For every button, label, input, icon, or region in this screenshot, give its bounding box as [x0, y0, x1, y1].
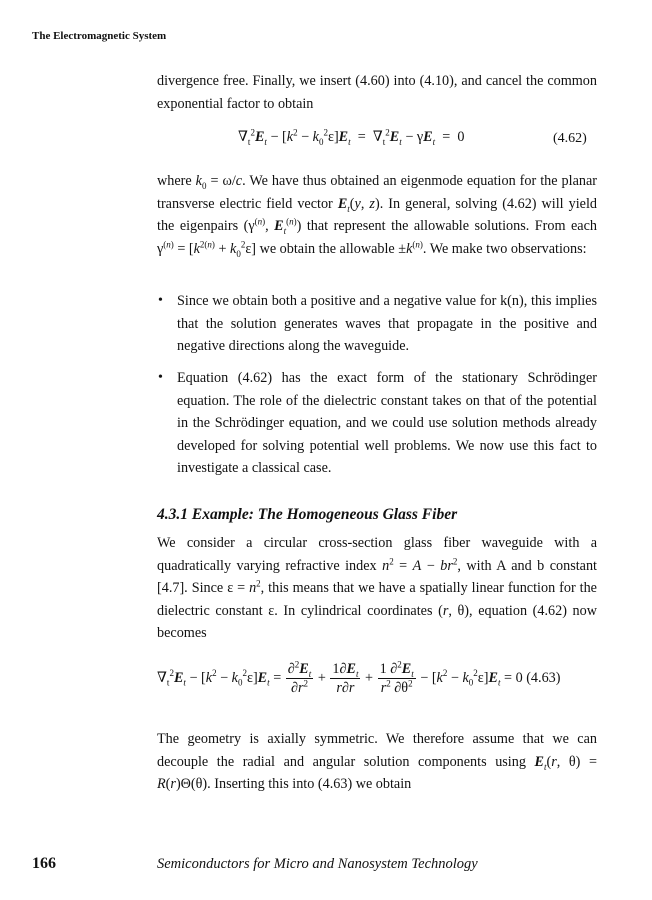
equation-number-4-63: 0 (4.63) [515, 669, 561, 686]
paragraph-eigenmode: where $k_0 = \omega/c$. We have thus obtained an eigenmode equation for the planar transverse electric field vector $E_t(y$, z). In general, solving (4.62) will yield the eigenpairs ($\gamma^{(n)}$, $E_t^{(n)}$) that represent the allowable solutions. From each $\gamma^{(n)} = [k^{2(n)} + k_0^2\varepsilon]$ we obtain the allowable $\pm k^{(n)}$. We make two observations: [157, 173, 598, 259]
paragraph-glass-fiber: We consider a circular cross-section glass fiber waveguide with a quadratically varying refractive index $n^2 = A - br^2$, with A and b constant [4.7]. Since $\varepsilon = n^2$, this means that we have a spatially linear function for the dielectric constant ε. In cylindrical coordinates (r, θ), equation (4.62) now becomes [157, 535, 597, 641]
bullet-item-1: Since we obtain both a positive and a negative value for k(n), this implies that the solution generates waves that propagate in the positive and negative directions along the waveguide. [177, 293, 597, 354]
paragraph-axial-symmetry: The geometry is axially symmetric. We therefore assume that we can decouple the radial and angular solution components using $E_t(r$, θ) = R(r)Θ(θ). Inserting this into (4.63) we obtain [157, 731, 597, 792]
equation-4-63: $\nabla_t^2E_t - [k^2 - k_0^2\varepsilon]E_t$ = $\frac{\partial^2E_t}{\partial r^2}$ + $\frac{1\partial E_t}{r\partial r}$ + $\frac{1 \partial^2E_t}{r^2 \partial\theta^2}$ − $[k^2 - k_0^2\varepsilon]E_t = 0$ (4.63) [157, 659, 561, 696]
section-heading: 4.3.1 Example: The Homogeneous Glass Fiber [157, 506, 458, 523]
running-head: The Electromagnetic System [32, 30, 167, 42]
equation-number-4-62: (4.62) [553, 131, 587, 146]
page-number: 166 [32, 855, 56, 872]
equation-4-62: $\nabla_t^2E_t - [k^2 - k_0^2\varepsilon]E_t = \nabla_t^2E_t - \gamma E_t = 0$ [238, 127, 465, 147]
bullet-marker: • [158, 370, 163, 385]
bullet-marker: • [158, 293, 163, 308]
bullet-item-2: Equation (4.62) has the exact form of the stationary Schrödinger equation. The role of the dielectric constant takes on that of the potential in the Schrödinger equation, and we could use solution methods already developed for solving potential well problems. We now use this fact to investigate a classical case. [177, 370, 597, 476]
footer-book-title: Semiconductors for Micro and Nanosystem Technology [157, 856, 478, 872]
paragraph-intro: divergence free. Finally, we insert (4.60) into (4.10), and cancel the common exponential factor to obtain [157, 73, 597, 112]
